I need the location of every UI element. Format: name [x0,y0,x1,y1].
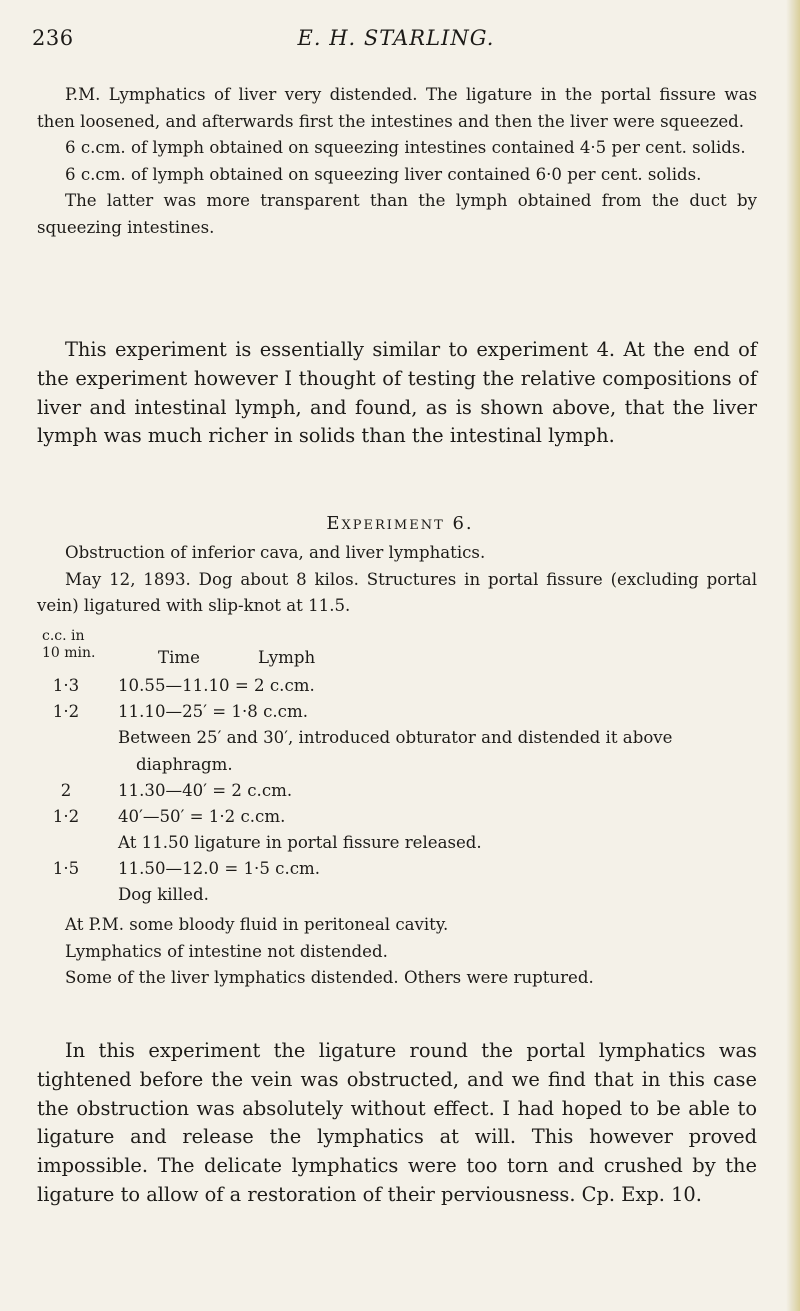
cc-value: 1·2 [52,807,80,826]
post-mortem-notes [37,912,757,992]
pm-line: At P.M. some bloody fluid in peritoneal cavity. [65,915,449,934]
table-header-cc-line1: c.c. in [42,628,85,644]
cc-value: 1·2 [52,702,80,721]
table-row [0,673,800,699]
pm-paragraph: P.M. Lymphatics of liver very distended. The ligature in the portal fissure was then loosened, and afterwards first the intestines and then the liver were squeezed. [37,85,757,131]
note-line: At 11.50 ligature in portal fissure released. [118,833,482,852]
time-lymph-entry: 11.30—40′ = 2 c.cm. [118,781,293,800]
discussion-text: In this experiment the ligature round the portal lymphatics was tightened before the vein was obstructed, and we find that in this case the obstruction was absolutely without effect. I had hoped to be able to ligature and release the lymphatics at will. This however proved impossible. The delicate lymphatics were too torn and crushed by the ligature to allow of a restoration of their perviousness. Cp. Exp. 10. [37,1039,757,1206]
table-row [0,699,800,725]
time-lymph-entry: 40′—50′ = 1·2 c.cm. [118,807,286,826]
page-header [32,26,760,56]
discussion-paragraph-1 [37,336,757,451]
pm-paragraph: 6 c.cm. of lymph obtained on squeezing intestines contained 4·5 per cent. solids. [65,138,746,157]
table-note [118,725,758,778]
note-line: diaphragm. [136,754,233,774]
table-header-cc-line2: 10 min. [42,645,96,661]
pm-line: Some of the liver lymphatics distended. Others were ruptured. [65,968,594,987]
pm-notes [37,82,757,241]
experiment-title: Obstruction of inferior cava, and liver lymphatics. [65,543,486,562]
discussion-text: This experiment is essentially similar to experiment 4. At the end of the experiment however I thought of testing the relative compositions of liver and intestinal lymph, and found, as is shown above, that the liver lymph was much richer in solids than the intestinal lymph. [37,338,757,448]
time-lymph-entry: 11.10—25′ = 1·8 c.cm. [118,702,308,721]
cc-value: 1·3 [52,676,80,695]
pm-paragraph: The latter was more transparent than the lymph obtained from the duct by squeezing intestines. [37,191,757,237]
table-header-cc [42,628,95,662]
page-edge-shading [786,0,800,1311]
experiment-heading: Experiment 6. [326,513,474,534]
table-note [118,882,758,909]
page-number: 236 [32,26,74,50]
table-row [0,804,800,830]
cc-value: 1·5 [52,859,80,878]
time-lymph-entry: 10.55—11.10 = 2 c.cm. [118,676,315,695]
table-row [0,778,800,804]
cc-value: 2 [60,781,72,800]
pm-line: Lymphatics of intestine not distended. [65,941,388,961]
experiment-description: May 12, 1893. Dog about 8 kilos. Structures in portal fissure (excluding portal vein) ligatured with slip-knot at 11.5. [37,569,757,615]
table-header-time: Time [158,648,200,667]
table-row [0,856,800,882]
pm-paragraph: 6 c.cm. of lymph obtained on squeezing liver contained 6·0 per cent. solids. [65,164,702,184]
note-line: Between 25′ and 30′, introduced obturator and distended it above [118,728,673,747]
experiment-intro [37,540,757,620]
discussion-paragraph-2 [37,1037,757,1210]
table-header-lymph: Lymph [258,648,316,667]
running-title: E. H. STARLING. [297,26,495,50]
note-line: Dog killed. [118,885,209,904]
table-note [118,830,758,857]
time-lymph-entry: 11.50—12.0 = 1·5 c.cm. [118,859,321,878]
